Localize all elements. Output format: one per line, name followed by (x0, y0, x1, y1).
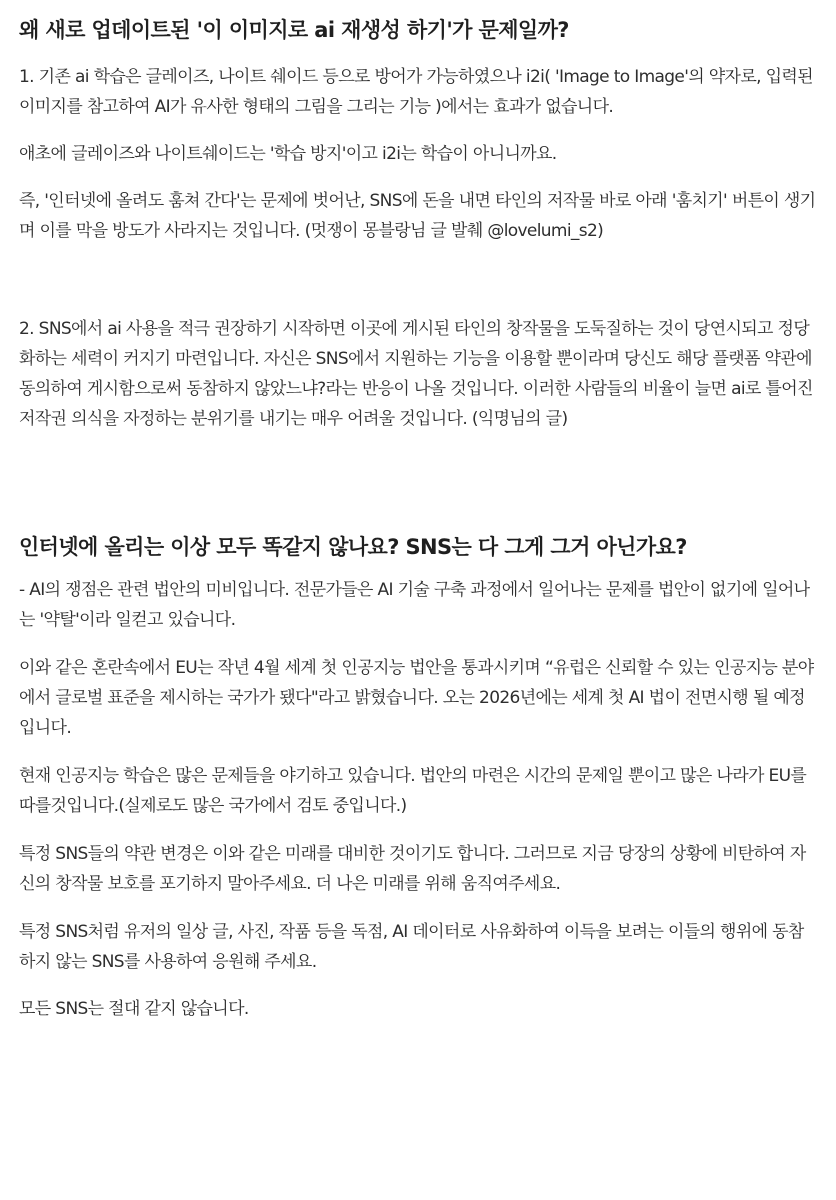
paragraph-current-problems: 현재 인공지능 학습은 많은 문제들을 야기하고 있습니다. 법안의 마련은 시간의 문제일 뿐이고 많은 나라가 EU를 따를것입니다.(실제로도 많은 국가에서 검토 중입니다.) (19, 766, 807, 816)
paragraph-support-sns: 특정 SNS처럼 유저의 일상 글, 사진, 작품 등을 독점, AI 데이터로 사유화하여 이득을 보려는 이들의 행위에 동참하지 않는 SNS를 사용하여 응원해 주세요. (19, 922, 804, 972)
paragraph-eu-ai-act: 이와 같은 혼란속에서 EU는 작년 4월 세계 첫 인공지능 법안을 통과시키며 “유럽은 신뢰할 수 있는 인공지능 분야에서 글로벌 표준을 제시하는 국가가 됐다"라고 밝혔습니다. 오는 2026년에는 세계 첫 AI 법이 전면시행 될 예정입니다. (19, 658, 814, 738)
paragraph-terms-change: 특정 SNS들의 약관 변경은 이와 같은 미래를 대비한 것이기도 합니다. 그러므로 지금 당장의 상황에 비탄하여 자신의 창작물 보호를 포기하지 말아주세요. 더 나은 미래를 위해 움직여주세요. (19, 844, 806, 894)
heading-why-i2i-problem: 왜 새로 업데이트된 '이 이미지로 ai 재생성 하기'가 문제일까? (19, 18, 569, 42)
heading-all-sns-same: 인터넷에 올리는 이상 모두 똑같지 않나요? SNS는 다 그게 그거 아닌가요? (19, 535, 687, 559)
paragraph-steal-button: 즉, '인터넷에 올려도 훔쳐 간다'는 문제에 벗어난, SNS에 돈을 내면 타인의 저작물 바로 아래 '훔치기' 버튼이 생기며 이를 막을 방도가 사라지는 것입니다. (멋쟁이 몽블랑님 글 발췌 @lovelumi_s2) (19, 191, 816, 241)
paragraph-legal-gap: - AI의 쟁점은 관련 법안의 미비입니다. 전문가들은 AI 기술 구축 과정에서 일어나는 문제를 법안이 없기에 일어나는 '약탈'이라 일컫고 있습니다. (19, 580, 810, 630)
paragraph-learning-prevention: 애초에 글레이즈와 나이트쉐이드는 '학습 방지'이고 i2i는 학습이 아니니까요. (19, 144, 557, 164)
paragraph-sns-ai-promotion: 2. SNS에서 ai 사용을 적극 권장하기 시작하면 이곳에 게시된 타인의 창작물을 도둑질하는 것이 당연시되고 정당화하는 세력이 커지기 마련입니다. 자신은 SNS에서 지원하는 기능을 이용할 뿐이라며 당신도 해당 플랫폼 약관에 동의하여 게시함으로써 동참하지 않았느냐?라는 반응이 나올 것입니다. 이러한 사람들의 비율이 늘면 ai로 틀어진 저작권 의식을 자정하는 분위기를 내기는 매우 어려울 것입니다. (익명님의 글) (19, 319, 813, 429)
paragraph-i2i-defense: 1. 기존 ai 학습은 글레이즈, 나이트 쉐이드 등으로 방어가 가능하였으나 i2i( 'Image to Image'의 약자로, 입력된 이미지를 참고하여 AI가 유사한 형태의 그림을 그리는 기능 )에서는 효과가 없습니다. (19, 67, 813, 117)
paragraph-not-same: 모든 SNS는 절대 같지 않습니다. (19, 999, 249, 1019)
